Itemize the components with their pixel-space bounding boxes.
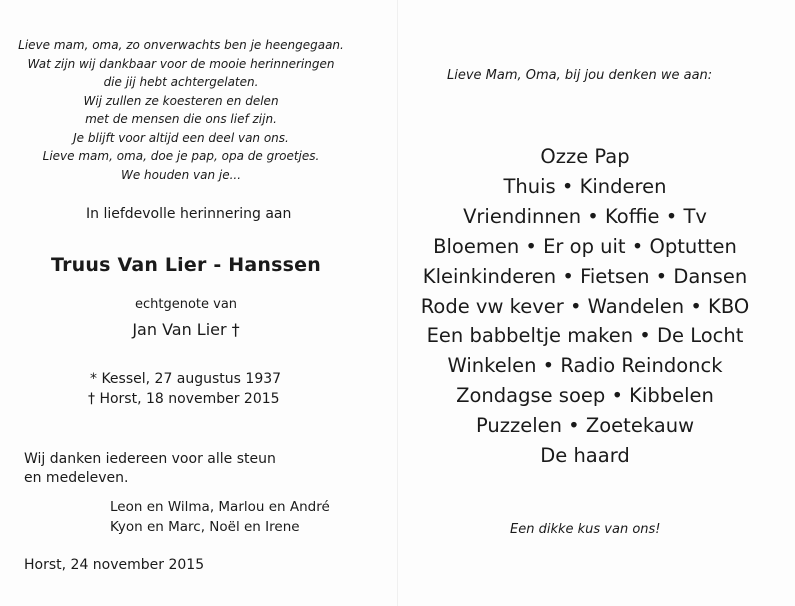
memories-line: Een babbeltje maken • De Locht [426,324,744,348]
memory-heading: In liefdevolle herinnering aan [86,206,292,222]
place-date: Horst, 24 november 2015 [24,557,205,573]
poem-line: Lieve mam, oma, doe je pap, opa de groetjes. [42,149,320,163]
memories-line: De haard [540,444,630,468]
poem-line: Lieve mam, oma, zo onverwachts ben je heengegaan. [18,38,344,52]
spouse-label: echtgenote van [134,297,238,312]
thanks-line: en medeleven. [24,470,129,486]
memories-line: Thuis • Kinderen [503,174,667,198]
poem-line: Wij zullen ze koesteren en delen [83,93,279,108]
closing-text: Een dikke kus van ons! [510,522,661,537]
death-info: † Horst, 18 november 2015 [88,391,280,407]
memories-line: Winkelen • Radio Reindonck [447,354,723,378]
memories-intro: Lieve Mam, Oma, bij jou denken we aan: [447,68,713,83]
birth-info: * Kessel, 27 augustus 1937 [90,371,282,387]
memories-line: Rode vw kever • Wandelen • KBO [420,294,750,318]
thanks-text [24,450,276,488]
memories-line: Puzzelen • Zoetekauw [475,414,695,438]
memories-line: Ozze Pap [540,145,630,168]
poem-line: met de mensen die ons lief zijn. [85,112,277,126]
spouse-name: Jan Van Lier † [132,320,240,339]
poem-line: die jij hebt achtergelaten. [103,75,259,89]
poem-line: We houden van je... [120,167,242,182]
memories-list [397,142,773,471]
memories-line: Zondagse soep • Kibbelen [456,384,714,408]
memories-line: Vriendinnen • Koffie • Tv [463,204,707,228]
poem [0,36,362,184]
family-names [110,497,330,537]
poem-line: Wat zijn wij dankbaar voor de mooie herinneringen [27,56,335,71]
memories-line: Kleinkinderen • Fietsen • Dansen [422,264,748,288]
deceased-name: Truus Van Lier - Hanssen [51,254,321,276]
thanks-line: Wij danken iedereen voor alle steun [24,451,276,467]
family-line: Kyon en Marc, Noël en Irene [110,519,300,535]
poem-line: Je blijft voor altijd een deel van ons. [73,130,289,145]
memories-line: Bloemen • Er op uit • Optutten [433,234,737,258]
family-line: Leon en Wilma, Marlou en André [110,499,330,515]
left-page [0,0,397,606]
